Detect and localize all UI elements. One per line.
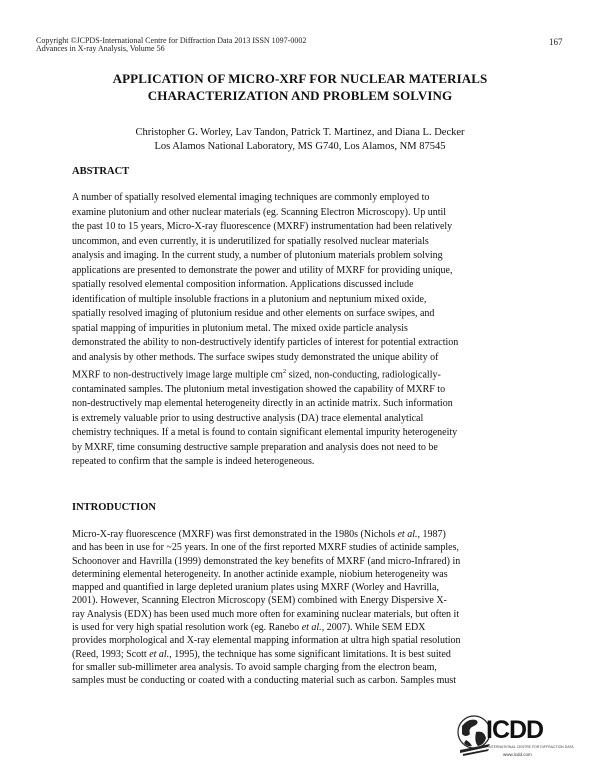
intro-line-tail: , 1995), the technique has some significant limitations. It is best suited [169,648,451,660]
page-number: 167 [549,37,563,47]
icdd-url: www.icdd.com [503,752,532,757]
abstract-line: identification of multiple insoluble fractions in a plutonium and neptunium mixed oxide, [72,293,427,305]
et-al: et al. [301,622,322,634]
paper-title [60,70,540,104]
intro-line: and has been in use for ~25 years. In one of the first reported MXRF studies of actinide samples, [72,542,459,554]
abstract-line: non-destructively map elemental heterogeneity directly in an actinide matrix. Such information [72,398,453,410]
intro-line: for smaller sub-millimeter area analysis. To avoid sample charging from the electron beam, [72,661,437,673]
abstract-line: analysis and imaging. In the current study, a number of plutonium materials problem solving [72,250,443,261]
abstract-line: A number of spatially resolved elemental imaging techniques are commonly employed to [72,192,430,203]
intro-line: 2001). However, Scanning Electron Microscopy (SEM) combined with Energy Dispersive X- [72,595,447,607]
abstract-line: contaminated samples. The plutonium metal investigation showed the capability of MXRF to [72,383,446,395]
author-block [60,126,540,153]
introduction-body [72,528,540,688]
intro-line: samples must be conducting or coated with a conducting material such as carbon. Samples must [72,675,457,687]
intro-line-tail: , 2007). While SEM EDX [321,622,426,634]
abstract-line: by MXRF, time consuming destructive sample preparation and analysis does not need to be [72,441,438,453]
intro-line: mapped and quantified in large depleted uranium plates using MXRF (Worley and Havrilla, [72,582,439,594]
intro-line: Schoonover and Havrilla (1999) demonstrated the key benefits of MXRF (and micro-Infrared) in [72,555,461,567]
abstract-line: chemistry techniques. If a metal is found to contain significant elemental impurity heterogeneity [72,427,458,439]
introduction-heading: INTRODUCTION [72,502,157,513]
abstract-line: is extremely valuable prior to using destructive analysis (DA) trace elemental analytical [72,412,424,424]
intro-line: ray Analysis (EDX) has been used much more often for examining nuclear materials, but often it [72,608,460,620]
intro-line-head: (Reed, 1993; Scott [72,648,150,660]
abstract-line: spatially resolved elemental composition information. Applications discussed include [72,279,414,290]
title-line-2: CHARACTERIZATION AND PROBLEM SOLVING [147,88,453,103]
et-al: et al. [149,648,170,660]
abstract-body [72,191,540,470]
icdd-tagline: INTERNATIONAL CENTRE FOR DIFFRACTION DATA [488,745,574,749]
header-citation [36,37,306,53]
intro-line [72,621,540,634]
intro-line-tail: , 1987) [417,529,446,540]
abstract-line: applications are presented to demonstrate the power and utility of MXRF for providing unique, [72,264,453,276]
intro-line [72,648,540,661]
author-names: Christopher G. Worley, Lav Tandon, Patrick T. Martinez, and Diana L. Decker [135,127,465,138]
author-affiliation: Los Alamos National Laboratory, MS G740, Los Alamos, NM 87545 [154,140,446,152]
abstract-line-tail: sized, non-conducting, radiologically- [286,369,441,381]
journal-line: Advances in X-ray Analysis, Volume 56 [36,44,165,53]
intro-line: provides morphological and X-ray elemental mapping information at ultra high spatial resolution [72,635,461,647]
et-al: et al. [397,529,418,540]
abstract-line: spatial mapping of impurities in plutonium metal. The mixed oxide particle analysis [72,322,408,334]
intro-line [72,528,540,541]
intro-line-head: Micro-X-ray fluorescence (MXRF) was first demonstrated in the 1980s (Nichols [72,529,398,540]
abstract-line [72,365,540,383]
title-line-1: APPLICATION OF MICRO-XRF FOR NUCLEAR MATERIALS [112,71,488,86]
abstract-line-head: MXRF to non-destructively image large multiple cm [72,369,283,381]
superscript: 2 [282,368,287,375]
abstract-line: examine plutonium and other nuclear materials (eg. Scanning Electron Microscopy). Up until [72,206,447,218]
abstract-line: and analysis by other methods. The surface swipes study demonstrated the unique ability of [72,351,439,363]
abstract-line: repeated to confirm that the sample is indeed heterogeneous. [72,456,315,468]
abstract-heading: ABSTRACT [72,166,130,177]
icdd-logo-text: ICDD [486,716,544,744]
abstract-line: spatially resolved imaging of plutonium residue and other elements on surface swipes, and [72,308,435,319]
abstract-line: the past 10 to 15 years, Micro-X-ray fluorescence (MXRF) instrumentation had been relatively [72,221,453,232]
copyright-line: Copyright ©JCPDS-International Centre for Diffraction Data 2013 ISSN 1097-0002 [36,36,307,45]
intro-line: determining elemental heterogeneity. In another actinide example, niobium heterogeneity was [72,568,448,580]
abstract-line: uncommon, and even currently, it is underutilized for spatially resolved nuclear materials [72,235,429,247]
abstract-line: demonstrated the ability to non-destructively identify particles of interest for potential extraction [72,337,459,348]
intro-line-head: is used for very high spatial resolution work (eg. Ranebo [72,622,302,634]
